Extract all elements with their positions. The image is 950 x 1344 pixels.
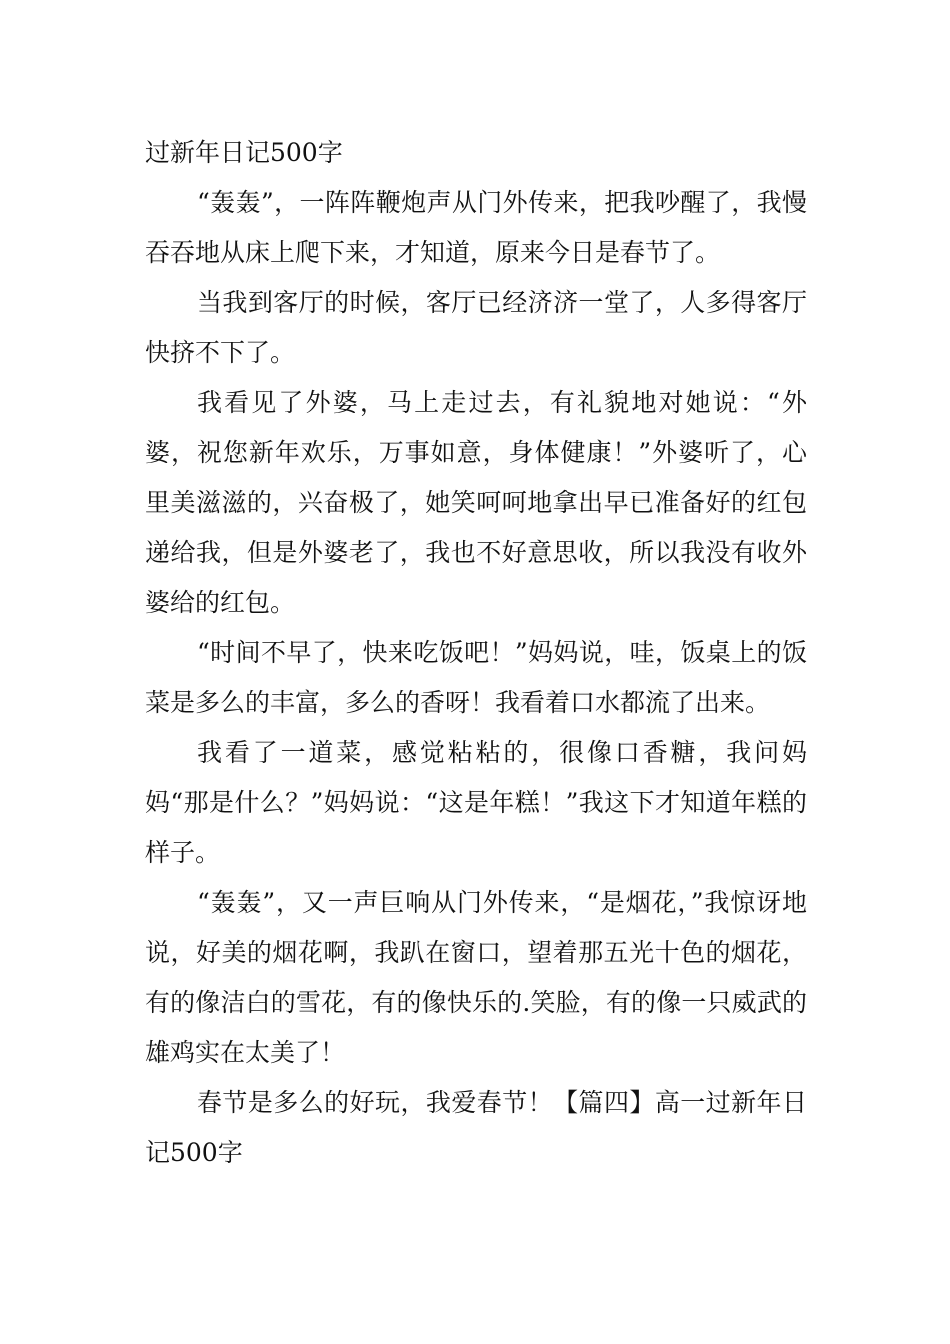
paragraph-grandma: 我看见了外婆，马上走过去，有礼貌地对她说：“外婆，祝您新年欢乐，万事如意，身体健康！”外婆听了，心里美滋滋的，兴奋极了，她笑呵呵地拿出早已准备好的红包递给我，但是外婆老了，我也不好意思收，所以我没有收外婆给的红包。	[145, 388, 807, 617]
paragraph-fireworks: “轰轰”，又一声巨响从门外传来，“是烟花，”我惊讶地说，好美的烟花啊，我趴在窗口，望着那五光十色的烟花，有的像洁白的雪花，有的像快乐的.笑脸，有的像一只威武的雄鸡实在太美了！	[145, 888, 807, 1067]
paragraph-dinner: “时间不早了，快来吃饭吧！”妈妈说，哇，饭桌上的饭菜是多么的丰富，多么的香呀！我看着口水都流了出来。	[145, 638, 807, 717]
paragraph-living-room: 当我到客厅的时候，客厅已经济济一堂了，人多得客厅快挤不下了。	[145, 288, 807, 367]
document-title: 过新年日记500字	[145, 138, 343, 167]
paragraph-conclusion: 春节是多么的好玩，我爱春节！【篇四】高一过新年日记500字	[145, 1088, 807, 1167]
paragraph-nian-gao: 我看了一道菜，感觉粘粘的，很像口香糖，我问妈妈“那是什么？”妈妈说：“这是年糕！”我这下才知道年糕的样子。	[145, 738, 807, 867]
paragraph-firecrackers: “轰轰”，一阵阵鞭炮声从门外传来，把我吵醒了，我慢吞吞地从床上爬下来，才知道，原来今日是春节了。	[145, 188, 807, 267]
document-page	[145, 128, 807, 1178]
